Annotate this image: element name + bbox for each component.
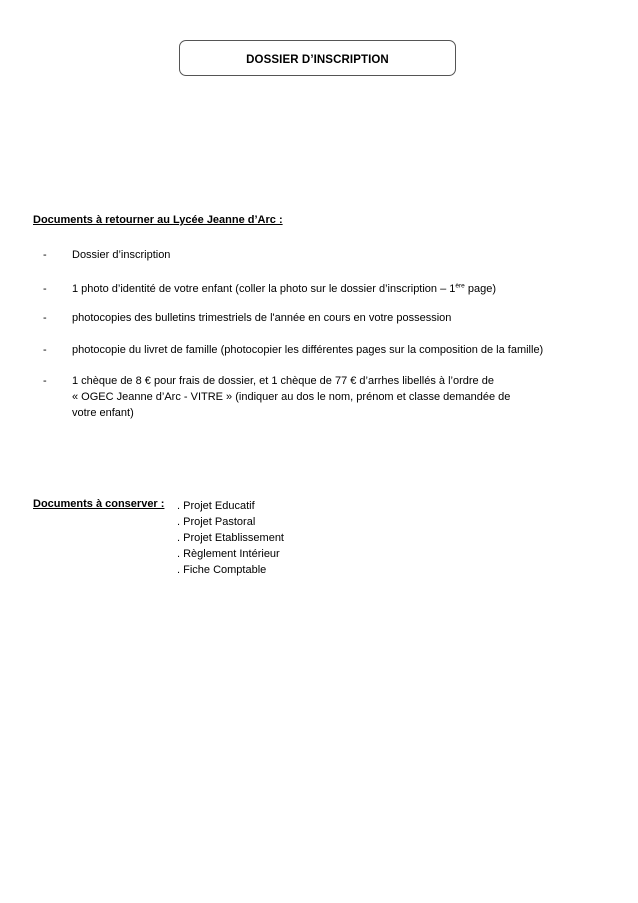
- title-box: [179, 40, 456, 76]
- bullet: -: [43, 249, 47, 261]
- keep-documents-heading: Documents à conserver :: [33, 498, 165, 510]
- list-item-text: photocopie du livret de famille (photocopier les différentes pages sur la composition de la famille): [72, 344, 544, 356]
- keep-list-item: . Projet Pastoral: [177, 516, 256, 528]
- list-item-text: [72, 373, 602, 421]
- list-item-line: « OGEC Jeanne d’Arc - VITRE » (indiquer au dos le nom, prénom et classe demandée de: [72, 391, 511, 403]
- list-item-line: 1 chèque de 8 € pour frais de dossier, et 1 chèque de 77 € d’arrhes libellés à l’ordre de: [72, 375, 494, 387]
- document-title: DOSSIER D’INSCRIPTION: [246, 54, 389, 66]
- keep-documents-list: [177, 498, 284, 578]
- keep-list-item: . Projet Etablissement: [177, 532, 284, 544]
- list-item-line: votre enfant): [72, 407, 134, 419]
- bullet: -: [43, 344, 47, 356]
- list-item-text-part: page): [464, 283, 497, 295]
- bullet: -: [43, 312, 47, 324]
- list-item-text: photocopies des bulletins trimestriels de l'année en cours en votre possession: [72, 312, 452, 324]
- list-item-text: Dossier d’inscription: [72, 249, 171, 261]
- keep-list-item: . Fiche Comptable: [177, 564, 267, 576]
- keep-list-item: . Règlement Intérieur: [177, 548, 280, 560]
- bullet: -: [43, 375, 47, 387]
- list-item-text: [72, 281, 602, 297]
- return-documents-heading: Documents à retourner au Lycée Jeanne d’Arc :: [33, 214, 283, 226]
- keep-list-item: . Projet Educatif: [177, 500, 255, 512]
- list-item-text-part: 1 photo d’identité de votre enfant (coller la photo sur le dossier d’inscription – 1: [72, 283, 456, 295]
- superscript: ère: [455, 282, 465, 290]
- bullet: -: [43, 283, 47, 295]
